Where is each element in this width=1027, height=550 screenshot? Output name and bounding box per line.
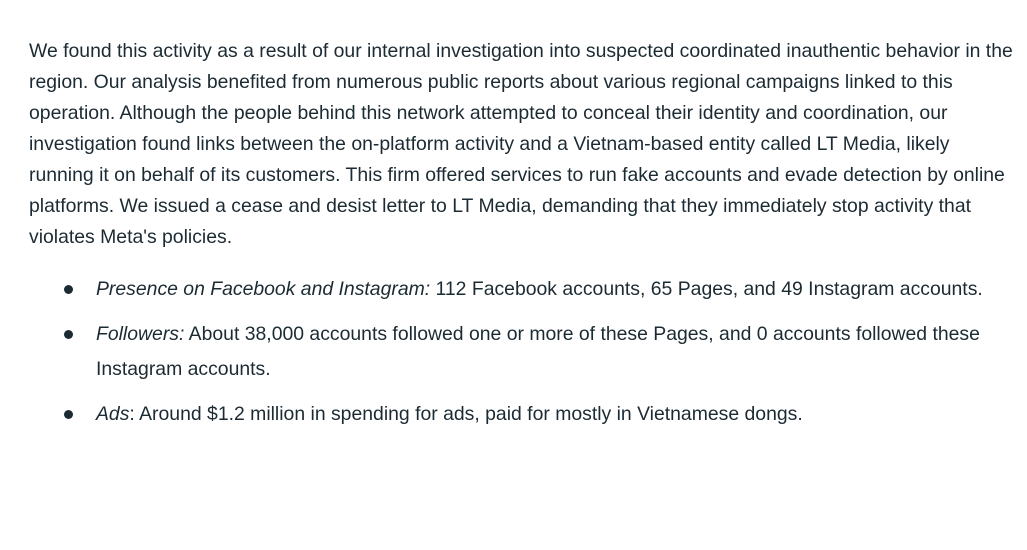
list-item-presence [29,272,1014,307]
bullet-label: Ads [96,403,130,425]
bullet-label: Presence on Facebook and Instagram: [96,278,431,300]
bullet-dot-icon [64,410,73,419]
article-body [29,36,1014,442]
bullet-dot-icon [64,285,73,294]
list-item-followers [29,317,1014,387]
summary-paragraph: We found this activity as a result of our internal investigation into suspected coordinated inauthentic behavior in the region. Our analysis benefited from numerous public reports about various regional campaigns linked to this operation. Although the people behind this network attempted to conceal their identity and coordination, our investigation found links between the on-platform activity and a Vietnam-based entity called LT Media, likely running it on behalf of its customers. This firm offered services to run fake accounts and evade detection by online platforms. We issued a cease and desist letter to LT Media, demanding that they immediately stop activity that violates Meta's policies. [29,40,1013,248]
bullet-label: Followers: [96,323,185,345]
bullet-text: : Around $1.2 million in spending for ads, paid for mostly in Vietnamese dongs. [129,403,803,425]
list-item-ads [29,397,1014,432]
bullet-text: 112 Facebook accounts, 65 Pages, and 49 Instagram accounts. [430,278,983,300]
bullet-text: About 38,000 accounts followed one or more of these Pages, and 0 accounts followed these Instagram accounts. [96,323,980,380]
findings-list [29,272,1014,432]
bullet-dot-icon [64,330,73,339]
